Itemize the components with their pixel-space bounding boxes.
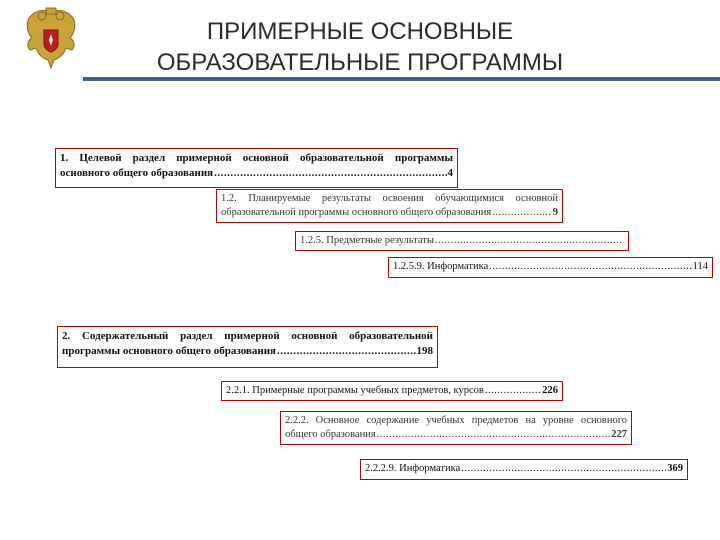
page-title — [100, 16, 620, 78]
leader-dots — [214, 166, 446, 181]
toc-entry-1-line1: 1. Целевой раздел примерной основной образовательной программы — [60, 152, 453, 164]
toc-entry-6-line1: 2.2.1. Примерные программы учебных предметов, курсов — [226, 385, 484, 396]
toc-entry-5-line2: программы основного общего образования — [62, 345, 276, 357]
toc-entry-2-page: 9 — [552, 207, 558, 218]
toc-entry-6-page: 226 — [542, 385, 558, 396]
toc-entry-8-line1: 2.2.2.9. Информатика — [365, 463, 461, 474]
leader-dots — [377, 428, 611, 442]
toc-entry-5 — [57, 326, 438, 368]
toc-entry-5-page: 198 — [416, 345, 433, 357]
leader-dots — [435, 234, 623, 248]
title-line-1: ПРИМЕРНЫЕ ОСНОВНЫЕ — [206, 18, 514, 45]
toc-entry-1-page: 4 — [447, 167, 453, 179]
title-line-2: ОБРАЗОВАТЕЛЬНЫЕ ПРОГРАММЫ — [156, 49, 564, 76]
toc-entry-2-line2: образовательной программы основного общего образования — [221, 207, 492, 218]
toc-entry-2 — [216, 189, 563, 223]
toc-entry-4 — [388, 257, 713, 278]
toc-entry-4-line1: 1.2.5.9. Информатика — [393, 261, 489, 272]
toc-entry-3 — [295, 231, 629, 251]
leader-dots — [492, 206, 552, 220]
toc-entry-7-page: 227 — [611, 429, 627, 440]
leader-dots — [485, 384, 541, 398]
toc-entry-7 — [280, 411, 632, 445]
toc-entry-7-line2: общего образования — [285, 429, 376, 440]
toc-entry-1-line2: основного общего образования — [60, 167, 214, 179]
toc-entry-6 — [221, 381, 563, 401]
toc-entry-8 — [360, 459, 688, 480]
leader-dots — [489, 260, 691, 274]
leader-dots — [461, 462, 666, 476]
toc-entry-2-line1: 1.2. Планируемые результаты освоения обучающимися основной — [221, 193, 558, 204]
toc-entry-5-line1: 2. Содержательный раздел примерной основной образовательной — [62, 330, 433, 342]
toc-entry-4-page: 114 — [692, 261, 708, 272]
toc-entry-7-line1: 2.2.2. Основное содержание учебных предметов на уровне основного — [285, 415, 627, 426]
coat-of-arms-icon — [22, 6, 80, 72]
toc-entry-3-line1: 1.2.5. Предметные результаты — [300, 235, 434, 246]
toc-entry-1 — [55, 148, 458, 188]
title-underline — [83, 77, 720, 81]
toc-entry-8-page: 369 — [667, 463, 683, 474]
leader-dots — [277, 344, 416, 359]
